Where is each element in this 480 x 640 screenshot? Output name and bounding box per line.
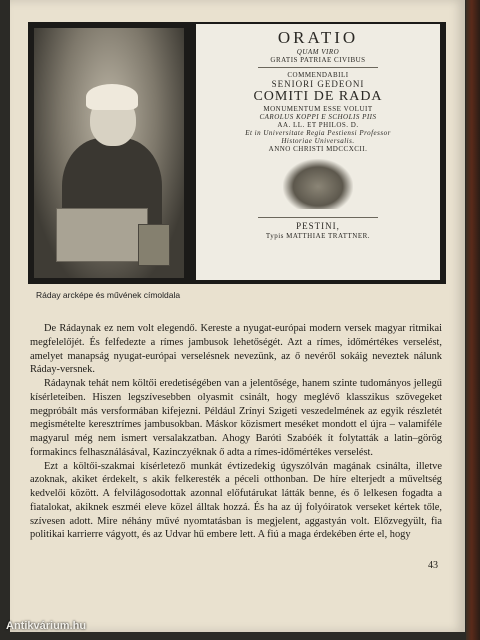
title-rule (258, 67, 378, 68)
coat-of-arms (138, 224, 170, 266)
paragraph: Rádaynak tehát nem költői eredetiségében van a jelentősége, hanem szinte tudományos jellegű kísérleteiben. Hiszen legszívesebben olyasmit csinált, hogy meglévő klasszikus szövegeket megpróbált más versformában kifejezni. Például Zrínyi Szigeti veszedelmének az egyik részletét megismételte keresztrímes jambusokban. Máskor közismert meséket mondott el újra – valamiféle magyarul még nem ismert versalakzatban. Ahogy Baróti Szabóék ít folytatták a latin–görög formakincs felhasználásával, Kazinczyéknak ő adta a rímes-időmértékes verselést. (30, 378, 442, 458)
title-line: COMITI DE RADA (253, 89, 383, 105)
imprint-city: PESTINI, (296, 221, 340, 232)
title-line: Historiae Universalis. (281, 137, 355, 146)
figure-caption: Ráday arcképe és művének címoldala (36, 290, 181, 300)
paragraph: Ezt a költői-szakmai kísérletező munkát évtizedekig úgyszólván magának csinálta, illetve azoknak, akiket érdekelt, s akik felkeresték a péceli otthonban. De híre elterjedt a műveltség kedvelői között. A felvilágosodottak azonnal előfutárukat látták benne, és ő lelkesen fogadta a fiatalokat, akiknek eszméi eleve közel álltak hozzá. És ha az új folyóiratok verseket kértek tőle, szívesen adott. Mire néhány művé nyomtatásban is megjelent, aggastyán volt. Előzvegyült, fia politikai karrierre vágyott, és az Udvar hű embere lett. A fiú a maga érdekében érte el, hogy (30, 460, 442, 541)
title-line: ORATIO (277, 28, 359, 47)
body-text (30, 322, 442, 542)
page-number: 43 (428, 560, 438, 571)
portrait-cap (86, 84, 138, 110)
portrait-engraving (34, 28, 184, 278)
title-line: GRATIS PATRIAE CIVIBUS (270, 55, 366, 64)
title-line: Et in Universitate Regia Pestiensi Professor (245, 129, 391, 138)
title-rule (258, 217, 378, 218)
title-line: SENIORI GEDEONI (271, 78, 365, 89)
title-line: ANNO CHRISTI MDCCXCII. (268, 145, 368, 154)
title-vignette (283, 159, 353, 209)
title-page-facsimile (196, 24, 440, 280)
title-line: QUAM VIRO (296, 47, 340, 56)
paragraph: De Rádaynak ez nem volt elegendő. Kereste a nyugat-európai modern versek magyar ritmikai megfelelőjét. És felfedezte a rímes jambusok lehetőségét. Azt a rímes, időmértékes verselést, amelyet manapság nyugat-európai verselésnek nevezünk, az ő nevéről sokáig neveztek nálunk Ráday-versnek. (30, 323, 442, 376)
title-line: CAROLUS KOPPI E SCHOLIS PIIS (259, 113, 377, 122)
book-spine (466, 0, 480, 640)
watermark: Antikvárium.hu (6, 620, 87, 632)
imprint-printer: Typis MATTHIAE TRATTNER. (265, 231, 371, 240)
title-line: AA. LL. ET PHILOS. D. (277, 121, 359, 130)
title-line: COMMENDABILI (287, 70, 349, 79)
portrait-inscription-tablet (56, 208, 148, 262)
title-line: MONUMENTUM ESSE VOLUIT (263, 105, 373, 114)
